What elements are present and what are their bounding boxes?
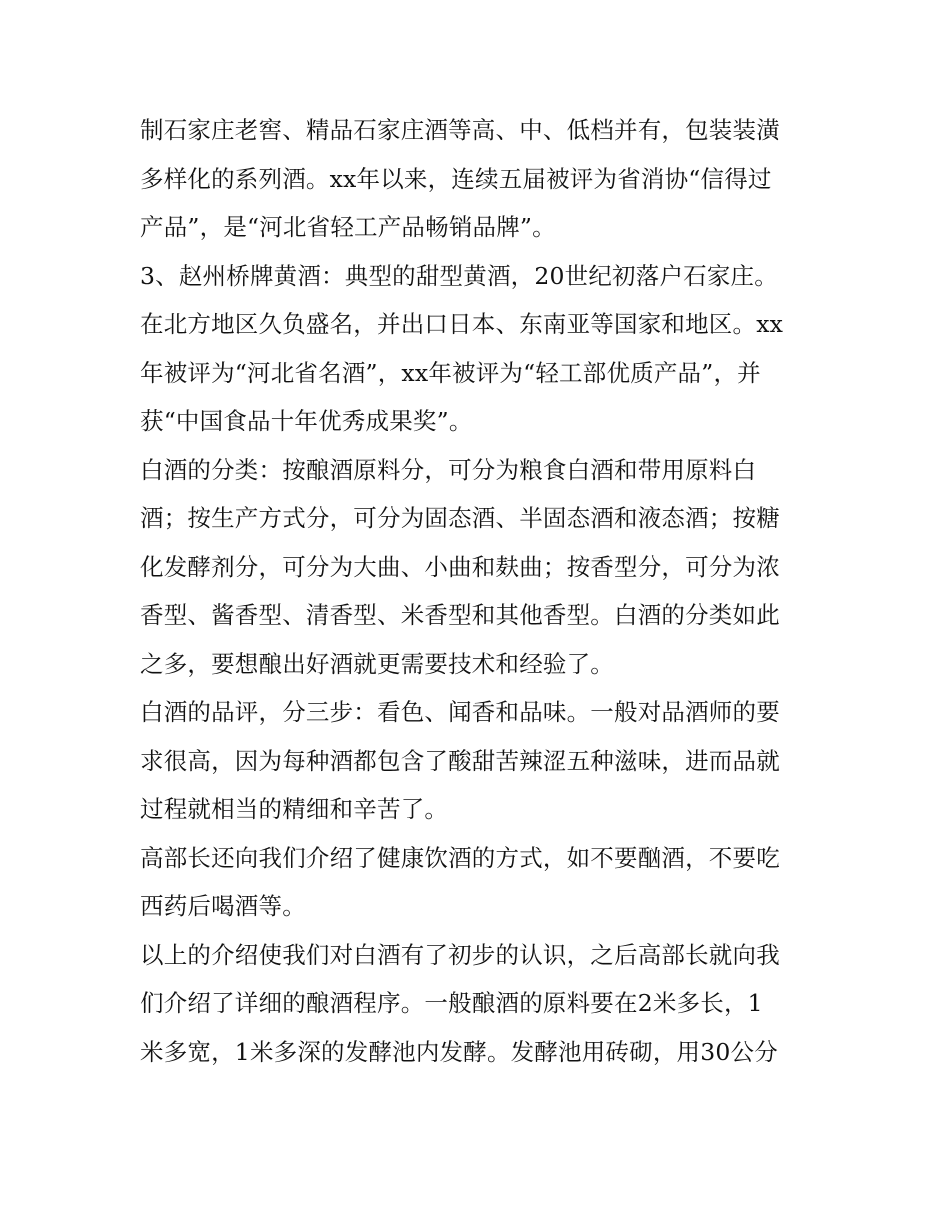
text-line: 年被评为“河北省名酒”，xx年被评为“轻工部优质产品”，并: [140, 358, 761, 387]
document-body: [140, 106, 820, 1076]
text-line: 求很高，因为每种酒都包含了酸甜苦辣涩五种滋味，进而品就: [140, 746, 780, 775]
text-line: 香型、酱香型、清香型、米香型和其他香型。白酒的分类如此: [140, 601, 780, 629]
text-line: 西药后喝酒等。: [140, 892, 306, 920]
text-line: 以上的介绍使我们对白酒有了初步的认识，之后高部长就向我: [140, 940, 780, 969]
text-line: 过程就相当的精细和辛苦了。: [140, 795, 449, 823]
text-line: 多样化的系列酒。xx年以来，连续五届被评为省消协“信得过: [140, 164, 772, 193]
text-line: 白酒的分类：按酿酒原料分，可分为粮食白酒和带用原料白: [140, 455, 757, 484]
text-line: 在北方地区久负盛名，并出口日本、东南亚等国家和地区。xx: [140, 310, 784, 338]
text-line: 们介绍了详细的酿酒程序。一般酿酒的原料要在2米多长，1: [140, 989, 763, 1017]
text-line: 获“中国食品十年优秀成果奖”。: [140, 407, 473, 435]
text-line: 3、赵州桥牌黄酒：典型的甜型黄酒，20世纪初落户石家庄。: [140, 261, 778, 290]
text-line: 之多，要想酿出好酒就更需要技术和经验了。: [140, 649, 614, 678]
text-line: 白酒的品评，分三步：看色、闻香和品味。一般对品酒师的要: [140, 698, 780, 726]
text-line: 产品”，是“河北省轻工产品畅销品牌”。: [140, 213, 556, 241]
text-line: 高部长还向我们介绍了健康饮酒的方式，如不要酗酒，不要吃: [140, 843, 780, 872]
text-line: 米多宽，1米多深的发酵池内发酵。发酵池用砖砌，用30公分: [140, 1037, 778, 1066]
text-line: 酒；按生产方式分，可分为固态酒、半固态酒和液态酒；按糖: [140, 504, 780, 532]
text-line: 制石家庄老窖、精品石家庄酒等高、中、低档并有，包装装潢: [140, 116, 780, 144]
text-line: 化发酵剂分，可分为大曲、小曲和麸曲；按香型分，可分为浓: [140, 552, 780, 581]
